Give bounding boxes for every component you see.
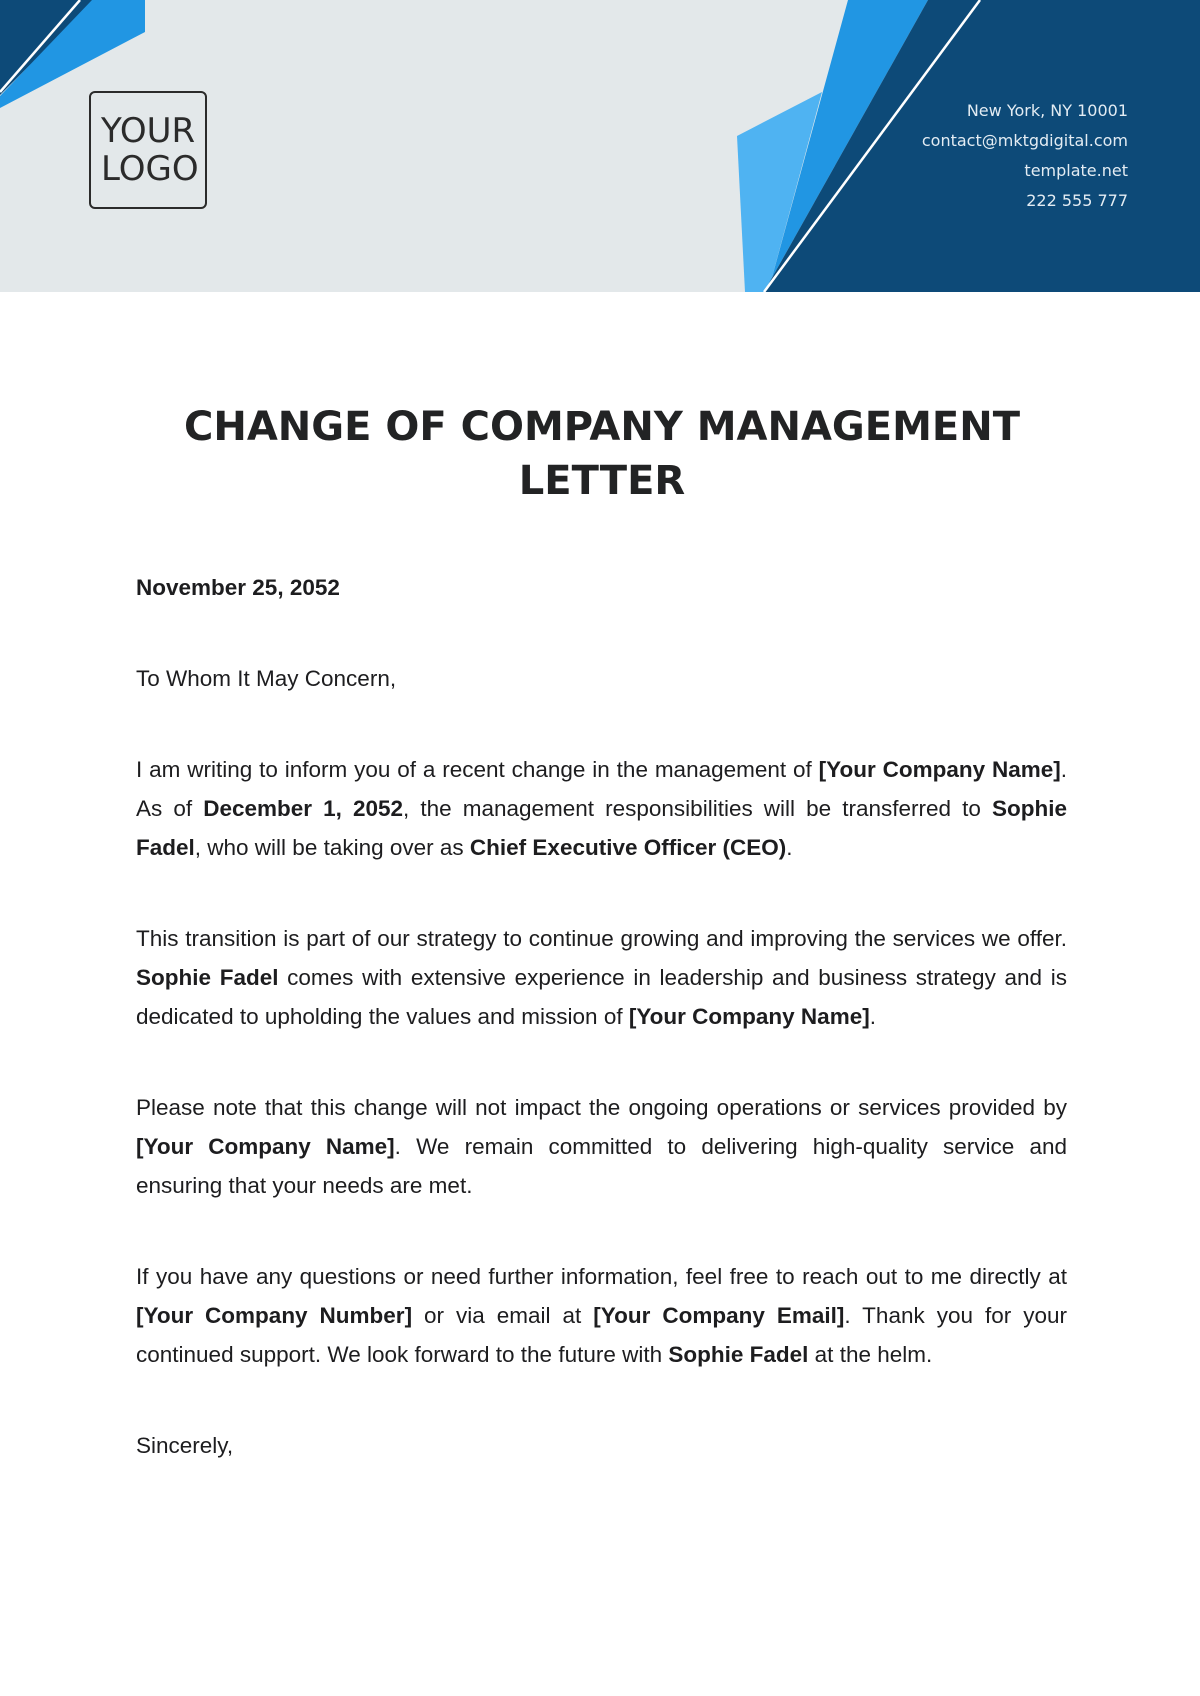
title-line1: CHANGE OF COMPANY MANAGEMENT <box>184 404 1020 450</box>
paragraph-1 <box>136 750 1067 867</box>
title-line2: LETTER <box>518 458 686 504</box>
paragraph-3 <box>136 1088 1067 1205</box>
paragraph-2 <box>136 919 1067 1036</box>
p4-new-manager: Sophie Fadel <box>668 1342 809 1367</box>
p4-text-2: or via email at <box>412 1303 594 1328</box>
logo-text-line1: YOUR <box>101 111 196 151</box>
p2-company-name: [Your Company Name] <box>628 1004 870 1029</box>
p1-text-2: . As of <box>136 757 1067 821</box>
p3-text-2: . We remain committed to delivering high-quality service and ensuring that your needs are met. <box>136 1134 1067 1198</box>
contact-email: contact@mktgdigital.com <box>921 131 1128 150</box>
p3-company-name: [Your Company Name] <box>136 1134 395 1159</box>
p2-new-manager: Sophie Fadel <box>136 965 279 990</box>
p4-text-4: at the helm. <box>808 1342 933 1367</box>
p4-text-3: . Thank you for your continued support. We look forward to the future with <box>136 1303 1067 1367</box>
p1-company-name: [Your Company Name] <box>818 757 1061 782</box>
p1-new-manager: Sophie Fadel <box>136 796 1067 860</box>
contact-website: template.net <box>1024 161 1128 180</box>
letter-salutation: To Whom It May Concern, <box>136 666 397 691</box>
p1-text-4: , who will be taking over as <box>194 835 470 860</box>
p1-effective-date: December 1, 2052 <box>203 796 404 821</box>
paragraph-4 <box>136 1257 1067 1374</box>
letterhead <box>0 0 1200 292</box>
p3-text-1: Please note that this change will not impact the ongoing operations or services provided by <box>136 1095 1067 1120</box>
logo-placeholder <box>89 91 207 209</box>
p4-company-number: [Your Company Number] <box>136 1303 413 1328</box>
p4-text-1: If you have any questions or need further information, feel free to reach out to me directly at <box>136 1264 1067 1289</box>
p2-text-3: . <box>869 1004 876 1029</box>
contact-address: New York, NY 10001 <box>966 101 1128 120</box>
letter-title <box>136 400 1068 508</box>
p1-text-1: I am writing to inform you of a recent change in the management of <box>136 757 819 782</box>
p4-company-email: [Your Company Email] <box>593 1303 845 1328</box>
p2-text-2: comes with extensive experience in leadership and business strategy and is dedicated to upholding the values and mission of <box>136 965 1067 1029</box>
letter-body <box>136 568 1067 1465</box>
p2-text-1: This transition is part of our strategy to continue growing and improving the services we offer. <box>136 926 1067 951</box>
p1-text-3: , the management responsibilities will be transferred to <box>403 796 992 821</box>
p1-position: Chief Executive Officer (CEO) <box>469 835 787 860</box>
p1-text-5: . <box>786 835 793 860</box>
contact-phone: 222 555 777 <box>1026 191 1128 210</box>
contact-info <box>922 96 1128 216</box>
logo-text-line2: LOGO <box>101 149 199 189</box>
letter-date: November 25, 2052 <box>136 575 340 600</box>
letter-closing: Sincerely, <box>136 1433 234 1458</box>
